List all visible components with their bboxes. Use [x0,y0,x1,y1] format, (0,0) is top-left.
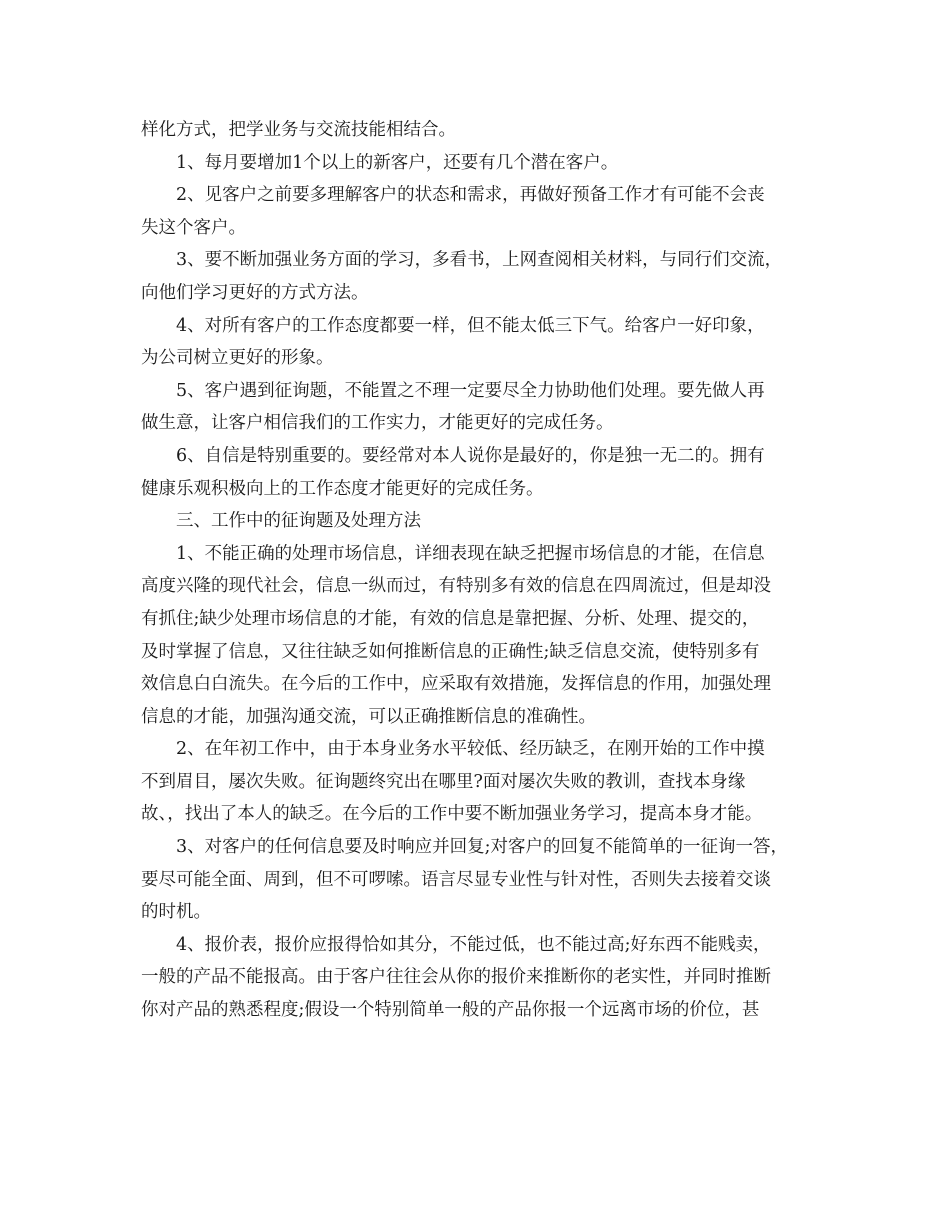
text-line: 不到眉目，屡次失败。征询题终究出在哪里?面对屡次失败的教训，查找本身缘 [141,771,746,792]
text-line: 做生意，让客户相信我们的工作实力，才能更好的完成任务。 [141,413,614,434]
text-line: 6、自信是特别重要的。要经常对本人说你是最好的，你是独一无二的。拥有 [176,445,765,466]
text-line: 3、对客户的任何信息要及时响应并回复;对客户的回复不能简单的一征询一答， [176,837,789,858]
text-line: 1、每月要增加1个以上的新客户，还要有几个潜在客户。 [176,152,619,173]
text-line: 5、客户遇到征询题，不能置之不理一定要尽全力协助他们处理。要先做人再 [176,380,765,401]
text-line: 故、，找出了本人的缺乏。在今后的工作中要不断加强业务学习，提高本身才能。 [141,804,763,825]
text-line: 4、对所有客户的工作态度都要一样，但不能太低三下气。给客户一好印象， [176,315,765,336]
text-line: 向他们学习更好的方式方法。 [141,282,369,303]
text-line: 2、见客户之前要多理解客户的状态和需求，再做好预备工作才有可能不会丧 [176,185,765,206]
text-line: 2、在年初工作中，由于本身业务水平较低、经历缺乏，在刚开始的工作中摸 [176,739,765,760]
text-line: 及时掌握了信息，又往往缺乏如何推断信息的正确性;缺乏信息交流，使特别多有 [141,641,760,662]
text-line: 三、工作中的征询题及处理方法 [176,511,421,532]
text-line: 信息的才能，加强沟通交流，可以正确推断信息的准确性。 [141,706,596,727]
text-line: 效信息白白流失。在今后的工作中，应采取有效措施，发挥信息的作用，加强处理 [141,674,771,695]
text-line: 有抓住;缺少处理市场信息的才能，有效的信息是靠把握、分析、处理、提交的， [141,608,760,629]
text-line: 高度兴隆的现代社会，信息一纵而过，有特别多有效的信息在四周流过，但是却没 [141,576,771,597]
text-line: 你对产品的熟悉程度;假设一个特别简单一般的产品你报一个远离市场的价位，甚 [141,1000,760,1021]
text-line: 失这个客户。 [141,217,246,238]
text-line: 为公司树立更好的形象。 [141,348,334,369]
text-line: 的时机。 [141,902,211,923]
text-line: 4、报价表，报价应报得恰如其分，不能过低，也不能过高;好东西不能贱卖， [176,934,771,955]
text-line: 要尽可能全面、周到，但不可啰嗦。语言尽显专业性与针对性，否则失去接着交谈 [141,869,771,890]
text-line: 样化方式，把学业务与交流技能相结合。 [141,120,456,140]
text-line: 健康乐观积极向上的工作态度才能更好的完成任务。 [141,478,544,499]
document-body [141,114,831,1027]
text-line: 1、不能正确的处理市场信息，详细表现在缺乏把握市场信息的才能，在信息 [176,543,765,564]
text-line: 一般的产品不能报高。由于客户往往会从你的报价来推断你的老实性，并同时推断 [141,967,771,988]
text-line: 3、要不断加强业务方面的学习，多看书，上网查阅相关材料，与同行们交流， [176,250,783,271]
